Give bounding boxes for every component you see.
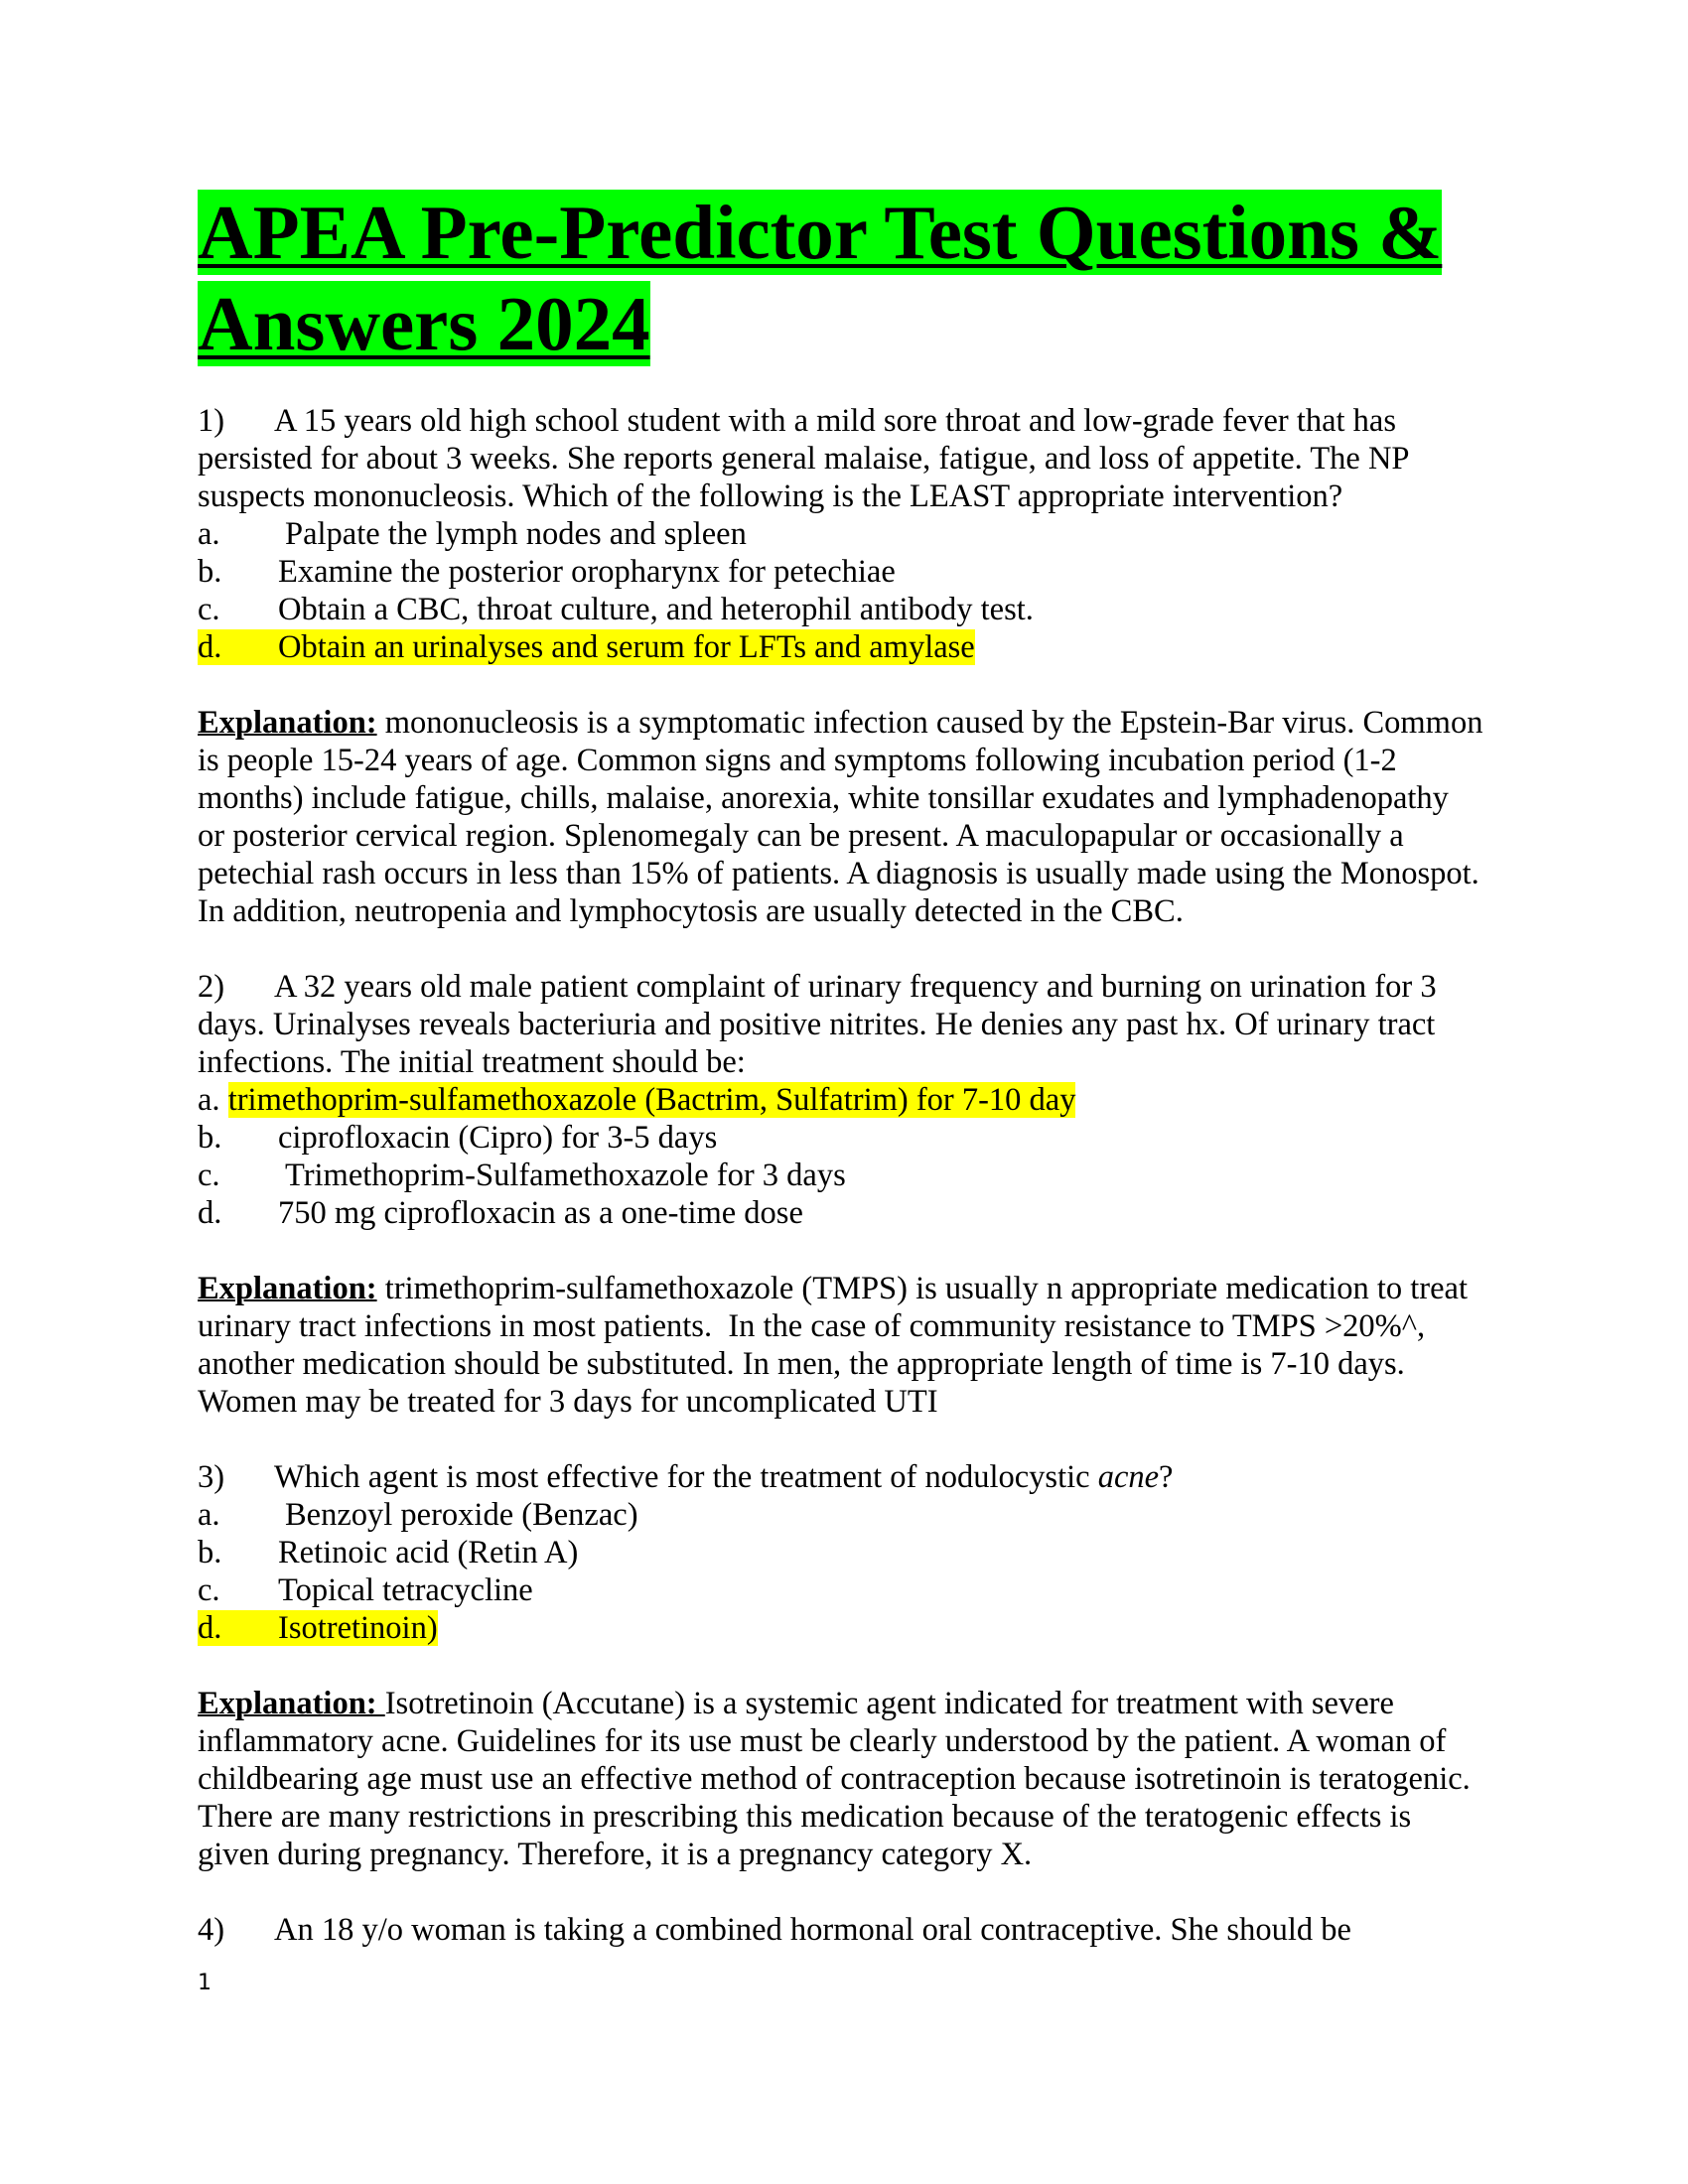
option-b [198,1119,1483,1157]
option-label: c. [198,592,220,627]
explanation-label: Explanation: [198,705,377,741]
option-text: Benzoyl peroxide (Benzac) [285,1497,638,1533]
explanation-label: Explanation: [198,1686,385,1721]
question-number: 4) [198,1912,225,1948]
question-1 [198,402,1483,968]
option-label: d. [198,1195,222,1231]
option-text: Palpate the lymph nodes and spleen [285,516,747,552]
question-text-end: ? [1159,1459,1174,1495]
option-label: b. [198,554,222,590]
question-text-italic: acne [1097,1459,1160,1495]
page-number: 1 [198,1971,211,1995]
option-a-correct [198,1081,1483,1119]
option-text: Isotretinoin) [278,1610,438,1646]
explanation [198,1270,1483,1421]
option-c [198,591,1483,628]
question-text: A 15 years old high school student with a mild sore throat and low-grade fever that has persisted for about 3 weeks. She reports general malaise, fatigue, and loss of appetite. The NP suspects mononucleosis. Which of the following is the LEAST appropriate intervention? [198,403,1409,514]
explanation-text: mononucleosis is a symptomatic infection caused by the Epstein-Bar virus. Common is people 15-24 years of age. Common signs and symptoms following incubation period (1-2 months) include fatigue, chills, malaise, anorexia, white tonsillar exudates and lymphadenopathy or posterior cervical region. Splenomegaly can be present. A maculopapular or occasionally a petechial rash occurs in less than 15% of patients. A diagnosis is usually made using the Monospot. In addition, neutropenia and lymphocytosis are usually detected in the CBC. [198,705,1483,929]
option-text: Obtain an urinalyses and serum for LFTs and amylase [278,629,975,665]
option-d [198,1194,1483,1232]
question-text: Which agent is most effective for the treatment of nodulocystic [274,1459,1098,1495]
option-label: c. [198,1158,220,1193]
option-label: a. [198,1497,220,1533]
option-b [198,553,1483,591]
title-line-1: APEA Pre-Predictor Test Questions & [198,190,1443,275]
option-text: Obtain a CBC, throat culture, and heterophil antibody test. [278,592,1034,627]
option-c [198,1157,1483,1194]
explanation-text: trimethoprim-sulfamethoxazole (TMPS) is usually n appropriate medication to treat urinary tract infections in most patients. In the case of community resistance to TMPS >20%^, another medication should be substituted. In men, the appropriate length of time is 7-10 days. Women may be treated for 3 days for uncomplicated UTI [198,1271,1477,1420]
option-a [198,1496,1483,1534]
question-stem [198,1911,1483,1949]
explanation-text: Isotretinoin (Accutane) is a systemic agent indicated for treatment with severe inflammatory acne. Guidelines for its use must be clearly understood by the patient. A woman of childbearing age must use an effective method of contraception because isotretinoin is teratogenic. There are many restrictions in prescribing this medication because of the teratogenic effects is given during pregnancy. Therefore, it is a pregnancy category X. [198,1686,1471,1872]
option-text: trimethoprim-sulfamethoxazole (Bactrim, Sulfatrim) for 7-10 day [227,1082,1076,1118]
option-text: Retinoic acid (Retin A) [278,1535,579,1570]
option-text: Examine the posterior oropharynx for petechiae [278,554,896,590]
question-text: A 32 years old male patient complaint of urinary frequency and burning on urination for 3 days. Urinalyses reveals bacteriuria and positive nitrites. He denies any past hx. Of urinary tract infections. The initial treatment should be: [198,969,1437,1080]
question-stem [198,968,1483,1081]
option-text: ciprofloxacin (Cipro) for 3-5 days [278,1120,718,1156]
option-label: d. [198,1610,222,1646]
option-label: a. [198,1082,220,1118]
question-text: An 18 y/o woman is taking a combined hormonal oral contraceptive. She should be [274,1912,1351,1948]
option-text: Topical tetracycline [278,1572,533,1608]
option-d-correct [198,1609,1483,1647]
explanation-label: Explanation: [198,1271,377,1306]
question-4 [198,1911,1483,1949]
explanation [198,1685,1483,1873]
option-d-correct [198,628,1483,666]
option-text: 750 mg ciprofloxacin as a one-time dose [278,1195,803,1231]
option-label: b. [198,1535,222,1570]
option-label: a. [198,516,220,552]
explanation [198,704,1483,930]
option-label: b. [198,1120,222,1156]
question-2 [198,968,1483,1458]
document-body [198,402,1483,1949]
question-3 [198,1458,1483,1911]
option-a [198,515,1483,553]
question-number: 2) [198,969,225,1005]
document-title [198,187,1488,369]
option-label: c. [198,1572,220,1608]
option-text: Trimethoprim-Sulfamethoxazole for 3 days [285,1158,846,1193]
question-stem [198,402,1483,515]
title-line-2: Answers 2024 [198,281,650,366]
question-stem [198,1458,1483,1496]
question-number: 3) [198,1459,225,1495]
option-label: d. [198,629,222,665]
option-c [198,1571,1483,1609]
option-b [198,1534,1483,1571]
question-number: 1) [198,403,225,439]
